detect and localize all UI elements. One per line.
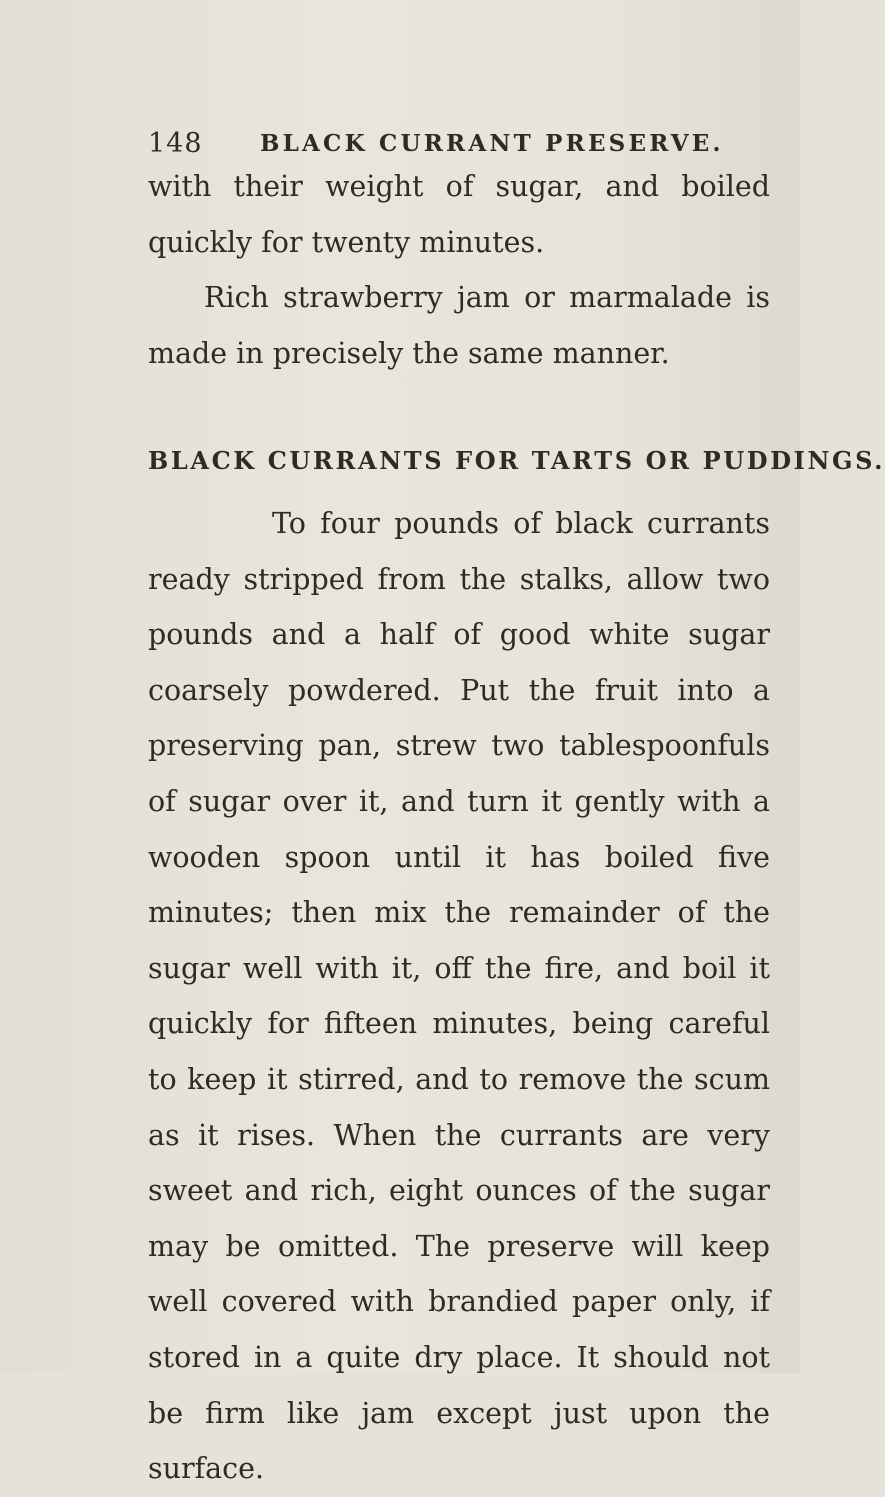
paragraph-continuation: with their weight of sugar, and boiled quickly for twenty minutes. — [148, 170, 770, 259]
paragraph-strawberry: Rich strawberry jam or marmalade is made in precisely the same manner. — [148, 281, 770, 370]
section-body-paragraph: To four pounds of black currants ready stripped from the stalks, allow two pounds and a half of good white sugar coarsely powdered. Put the fruit into a preserving pan, strew two tablespoonfuls of sugar over it, and turn it gently with a wooden spoon until it has boiled five minutes; then mix the remainder of the sugar well with it, off the fire, and boil it quickly for fifteen minutes, being careful to keep it stirred, and to remove the scum as it rises. When the currants are very sweet and rich, eight ounces of the sugar may be omitted. The preserve will keep well covered with brandied paper only, if stored in a quite dry place. It should not be firm like jam except just upon the surface. — [148, 507, 770, 1486]
page-number: 148 — [148, 128, 203, 159]
section-heading: BLACK CURRANTS FOR TARTS OR PUDDINGS. — [148, 446, 885, 475]
running-title: BLACK CURRANT PRESERVE. — [260, 130, 724, 157]
